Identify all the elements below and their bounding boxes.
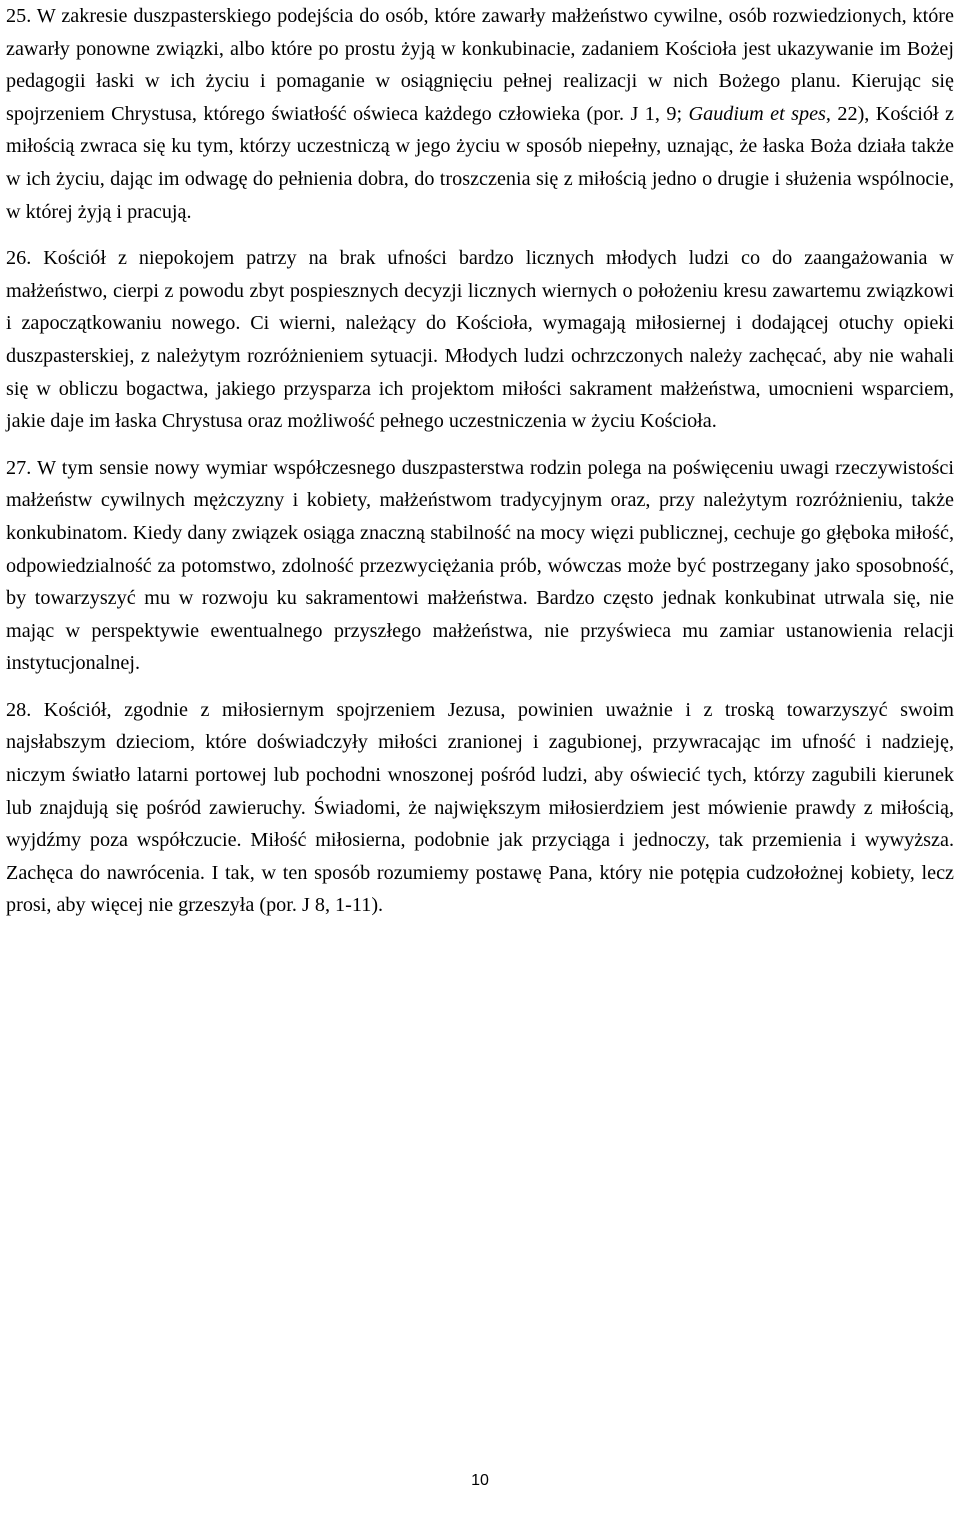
paragraph-26-text: 26. Kościół z niepokojem patrzy na brak ufności bardzo licznych młodych ludzi co do zaangażowania w małżeństwo, cierpi z powodu zbyt pospiesznych decyzji licznych wiernych o położeniu kresu zawartemu związkowi i zapoczątkowaniu nowego. Ci wierni, należący do Kościoła, wymagają miłosiernej i dodającej otuchy opieki duszpasterskiej, z należytym rozróżnieniem sytuacji. Młodych ludzi ochrzczonych należy zachęcać, aby nie wahali się w obliczu bogactwa, jakiego przysparza ich projektom miłości sakrament małżeństwa, umocnieni wsparciem, jakie daje im łaska Chrystusa oraz możliwość pełnego uczestniczenia w życiu Kościoła. [6,247,954,433]
paragraph-25-text-part-1: 25. W zakresie duszpasterskiego podejścia do osób, które zawarły małżeństwo cywilne, osób rozwiedzionych, które zawarły ponowne związki, albo które po prostu żyją w konkubinacie, zadaniem Kościoła jest ukazywanie im Bożej pedagogii łaski w ich życiu i pomaganie w osiągnięciu pełnej realizacji w nich Bożego planu. Kierując się spojrzeniem Chrystusa, którego światłość oświeca każdego człowieka (por. J 1, 9; [6,5,954,125]
paragraph-27 [6,452,954,680]
document-page [6,0,954,936]
paragraph-25-text-part-2: , 22), Kościół z miłością zwraca się ku tym, którzy uczestniczą w jego życiu w sposób niepełny, uznając, że łaska Boża działa także w ich życiu, dając im odwagę do pełnienia dobra, do troszczenia się z miłością jedno o drugie i służenia wspólnocie, w której żyją i pracują. [6,102,955,223]
paragraph-25 [6,0,954,228]
paragraph-27-text: 27. W tym sensie nowy wymiar współczesnego duszpasterstwa rodzin polega na poświęceniu uwagi rzeczywistości małżeństw cywilnych mężczyzny i kobiety, małżeństwom tradycyjnym oraz, przy należytym rozróżnieniu, także konkubinatom. Kiedy dany związek osiąga znaczną stabilność na mocy więzi publicznej, cechuje go głęboka miłość, odpowiedzialność za potomstwo, zdolność przezwyciężania prób, wówczas może być postrzegany jako sposobność, by towarzyszyć mu w rozwoju ku sakramentowi małżeństwa. Bardzo często jednak konkubinat utrwala się, nie mając w perspektywie ewentualnego przyszłego małżeństwa, nie przyświeca mu zamiar ustanowienia relacji instytucjonalnej. [6,456,954,675]
paragraph-28 [6,694,954,922]
paragraph-25-citation-italic: Gaudium et spes [688,102,826,125]
paragraph-26 [6,242,954,438]
page-number: 10 [471,1472,489,1489]
paragraph-28-text: 28. Kościół, zgodnie z miłosiernym spojrzeniem Jezusa, powinien uważnie i z troską towarzyszyć swoim najsłabszym dzieciom, które doświadczyły miłości zranionej i zagubionej, przywracając im ufność i nadzieję, niczym światło latarni portowej lub pochodni wnoszonej pośród ludzi, aby oświecić tych, którzy zagubili kierunek lub znajdują się pośród zawieruchy. Świadomi, że największym miłosierdziem jest mówienie prawdy z miłością, wyjdźmy poza współczucie. Miłość miłosierna, podobnie jak przyciąga i jednoczy, tak przemienia i wywyższa. Zachęca do nawrócenia. I tak, w ten sposób rozumiemy postawę Pana, który nie potępia cudzołożnej kobiety, lecz prosi, aby więcej nie grzeszyła (por. J 8, 1-11). [6,698,954,917]
